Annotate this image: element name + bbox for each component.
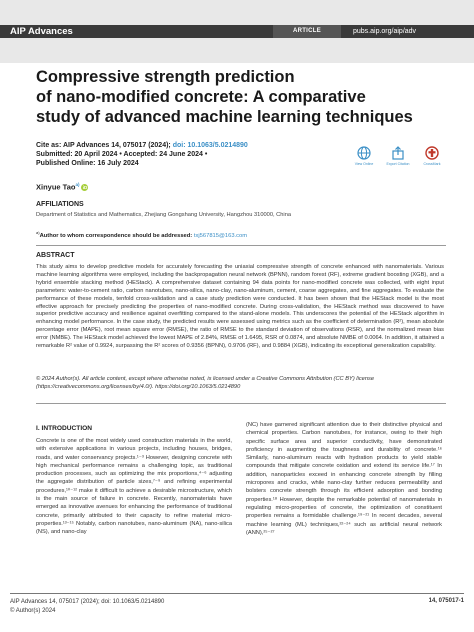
abstract-heading: ABSTRACT [36,252,75,259]
title-line: of nano-modified concrete: A comparative [36,88,366,106]
footer-citation [10,598,164,616]
email-link[interactable]: txj567815@163.com [193,232,248,239]
license-note: © 2024 Author(s). All article content, except where otherwise noted, is licensed under a Creative Commons Attribution (CC BY) license (https://creativecommons.org/licenses/by/4.0/). https://doi.org/10.1063/5.0214890 [36,376,375,390]
page-number [429,598,464,604]
author-mark: a) [75,182,80,187]
export-icon [391,146,405,160]
view-online-button[interactable] [350,146,378,166]
body-column-left: Concrete is one of the most widely used construction materials in the world, with extensive applications in various projects, including houses, bridges, roads, and water conservancy projects.¹⁻³ However, designing concrete with high mechanical performance remains a challenging topic, as traditional production processes, such as optimizing the mix proportions,⁴⁻⁶ adjusting the aggregate distribution of particle sizes,⁷⁻⁹ and refining experimental procedures,¹⁰⁻¹² make it difficult to achieve a desirable microstructure, which is the main source of failure in concrete. Recently, nanomaterials have emerged as innovative avenues for enhancing the performance of traditional concrete, primarily attributed to their capacity to refine material micro-properties.¹³⁻¹⁵ Notably, carbon nanotubes, nano-aluminum (NA), nano-silica (NS), and nano-clay [36,438,232,536]
submission-dates: Submitted: 20 April 2024 • Accepted: 24 June 2024 • [36,151,208,158]
author-line [36,182,88,192]
journal-header [0,0,474,63]
divider [36,403,446,404]
view-online-label: View Online [354,162,374,166]
affiliation-text: Department of Statistics and Mathematics, Zhejiang Gongshang University, Hangzhou 310000, China [36,212,292,218]
correspondence-note [36,230,247,239]
title-line: Compressive strength prediction [36,68,295,86]
globe-icon [357,146,371,160]
citation-block [36,141,248,168]
corr-text: Author to whom correspondence should be addressed: [39,232,194,239]
author-name[interactable]: Xinyue Tao [36,182,76,192]
published-date: Published Online: 16 July 2024 [36,160,139,167]
export-citation-label: Export Citation [386,162,410,166]
abstract-text: This study aims to develop predictive models for accurately forecasting the uniaxial compressive strength of concrete enhanced with nanomaterials. Various machine learning algorithms were employed, including the backpropagation neural network (BPNN), random forest (RF), extreme gradient boosting (XGB), and a hybrid ensemble stacking method (HEStack). A comprehensive dataset containing 94 data points for nano-modified concrete was collected, with eight input parameters: water-to-cement ratio, carbon nanotubes, nano-silica, nano-clay, nano-aluminum, cement, coarse aggregates, and fine aggregates. To evaluate the performance of these models, tenfold cross-validation and a case study prediction were conducted. It has been shown that the HEStack model is the most effective approach for precisely predicting the properties of nano-modified concrete. During cross-validation, the HEStack method was discovered to have superior predictive accuracy and resilience against overfitting compared to the stand-alone models. This underscores the potential of the HEStack algorithm in enhancing model performance. In the case study, the predicted results were assessed using metrics such as the coefficient of determination (R²), mean absolute percentage error (MAPE), root mean square error (RMSE), the ratio of RMSE to the standard deviation of observations (RSR), and the normalized mean bias error (NMBE). The HEStack model achieved the lowest MAPE of 2.84%, RMSE of 1.6495, RSR of 0.0874, and absolute NMBE of 0.0064. In addition, it attained a remarkable R² value of 0.9924, surpassing the R² scores of 0.9356 (BPNN), 0.9706 (RF), and 0.9884 (XGB), indicating its exceptional generalization capability. [36,264,444,350]
footer-copyright: © Author(s) 2024 [10,608,56,614]
corr-mark: a) [36,230,40,235]
journal-name: AIP Advances [10,26,73,37]
section-heading: I. INTRODUCTION [36,425,93,432]
orcid-icon[interactable]: iD [82,185,88,191]
doi-link[interactable]: doi: 10.1063/5.0214890 [172,142,248,149]
divider [36,245,446,246]
article-title [36,67,456,127]
footer-citation-line: AIP Advances 14, 075017 (2024); doi: 10.1063/5.0214890 [10,599,165,605]
export-citation-button[interactable] [384,146,412,166]
title-line: study of advanced machine learning techniques [36,108,413,126]
journal-url[interactable]: pubs.aip.org/aip/adv [353,28,417,35]
crossmark-label: CrossMark [423,162,441,166]
body-column-right: (NC) have garnered significant attention due to their distinctive physical and chemical properties. Carbon nanotubes, for instance, owing to their high specific surface area and superior conductivity, have demonstrated proficiency in augmenting the toughness and durability of concrete.¹⁶ Similarly, nano-aluminum reacts with hydration products to yield stable compounds that mitigate concrete oxidation and extend its service life.¹⁷ In addition, nanoparticles exceed in enhancing concrete strength by filling micropores and cracks, while nano-clay further reduces permeability and bolsters concrete strength through its efficient adsorption and bonding properties.¹⁸ However, despite the remarkable potential of nanomaterials in regulating micro-properties of concrete, the optimization of constituent properties remains a formidable challenge.¹⁹⁻²¹ In recent decades, several machine learning (ML) techniques,²²⁻²⁴ such as artificial neural network (ANN),²⁵⁻²⁷ [246,422,442,536]
footer-divider [10,593,464,594]
affiliations-heading: AFFILIATIONS [36,201,84,208]
article-type-tag: ARTICLE [273,25,341,38]
cite-prefix: Cite as: AIP Advances 14, 075017 (2024); [36,142,173,149]
crossmark-button[interactable] [418,146,446,166]
article-actions [350,146,450,174]
page-number-text: 14, 075017-1 [428,598,464,604]
crossmark-icon [425,146,439,160]
